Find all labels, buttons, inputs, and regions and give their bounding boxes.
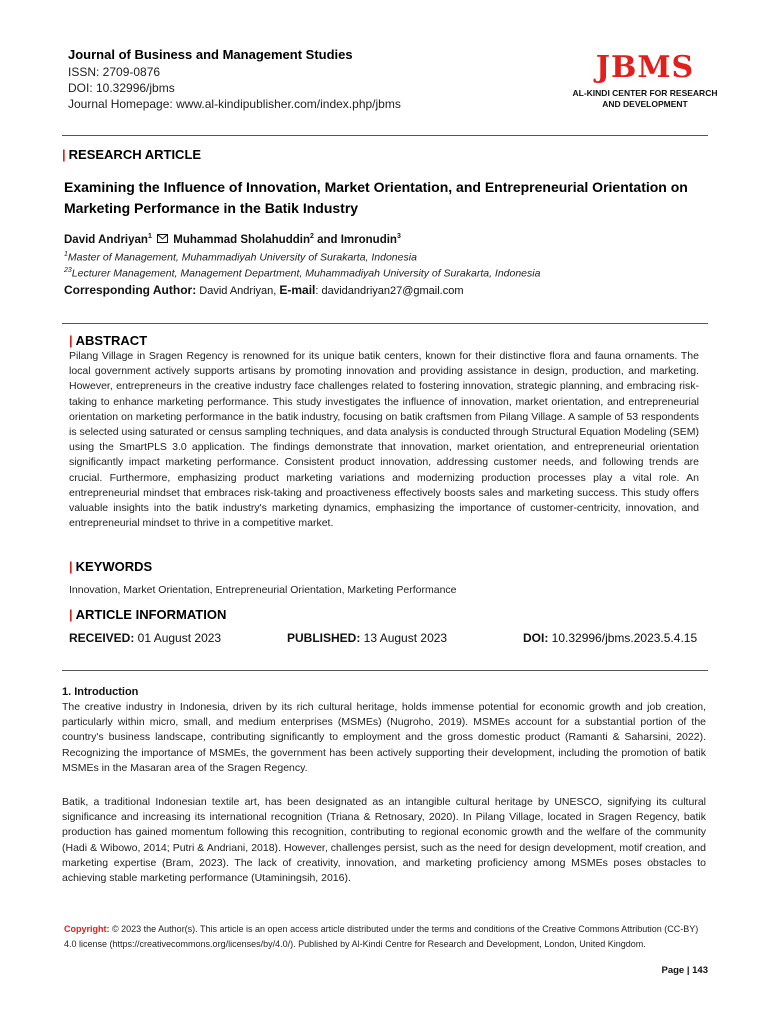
email-label: E-mail <box>279 283 316 297</box>
copyright-label: Copyright: <box>64 924 110 934</box>
affiliation-superscript: 1 <box>64 251 68 258</box>
journal-homepage-link[interactable]: Journal Homepage: www.al-kindipublisher.com/index.php/jbms <box>68 97 401 111</box>
email-link[interactable]: : davidandriyan27@gmail.com <box>315 285 464 297</box>
corresponding-label: Corresponding Author: <box>64 283 197 297</box>
authors-line <box>64 233 401 246</box>
affiliation-2 <box>64 267 540 280</box>
affiliation-text: Master of Management, Muhammadiyah University of Surakarta, Indonesia <box>67 251 417 264</box>
corresponding-author <box>64 283 464 297</box>
abstract-heading-label: ABSTRACT <box>75 333 148 348</box>
author-name: Imronudin <box>340 233 397 246</box>
published-label: PUBLISHED: <box>287 631 361 645</box>
author-name: David Andriyan <box>64 233 148 246</box>
author-superscript: 2 <box>309 233 314 240</box>
affiliation-1 <box>64 251 417 264</box>
keywords-heading <box>69 559 152 574</box>
author-superscript: 1 <box>147 233 152 240</box>
article-type-label: RESEARCH ARTICLE <box>68 147 202 162</box>
logo-text: JBMS <box>595 50 695 85</box>
keywords-heading-label: KEYWORDS <box>75 559 153 574</box>
author-conjunction: and <box>313 233 341 246</box>
envelope-icon[interactable] <box>157 234 168 246</box>
doi-label: DOI: <box>523 631 549 645</box>
article-title: Examining the Influence of Innovation, Market Orientation, and Entrepreneurial Orientation on Marketing Performance in the Batik Industry <box>64 179 688 216</box>
abstract-text: Pilang Village in Sragen Regency is renowned for its unique batik centers, known for their distinctive flora and fauna ornaments. The local government actively supports artisans by promoting innovation and providing assistance in design, production, and marketing. However, entrepreneurs in the creative industry face challenges related to fostering innovation, strategic planning, and embracing risk-taking to enhance marketing performance. This study investigates the influence of innovation, market orientation, and entrepreneurial orientation on marketing performance in the batik industry, focusing on batik craftsmen from Pilang Village. A sample of 53 respondents is selected using saturated or census sampling techniques, and data analysis is conducted through Structural Equation Modeling (SEM) using the SmartPLS 3.0 application. The findings demonstrate that innovation, market orientation, and entrepreneurial orientation significantly impact marketing performance. Consistent product innovation, addressing customer needs, and following trends are crucial. Furthermore, emphasizing product marketing variations and modernizing production processes play a vital role. An entrepreneurial mindset that embraces risk-taking and proactiveness effectively boosts sales and marketing success. This study offers valuable insights into the batik industry's marketing dynamics, emphasizing the importance of customer-centricity, innovation, and entrepreneurial mindset to thrive in a competitive market. <box>69 350 699 530</box>
received-label: RECEIVED: <box>69 631 135 645</box>
section-bar-icon: | <box>69 559 73 574</box>
header-divider <box>62 135 708 136</box>
article-type <box>62 147 201 162</box>
logo-subtitle-line-1: AL-KINDI CENTER FOR RESEARCH <box>572 88 718 98</box>
doi-link[interactable]: 10.32996/jbms.2023.5.4.15 <box>548 631 698 645</box>
affiliation-text: Lecturer Management, Management Department, Muhammadiyah University of Surakarta, Indonesia <box>71 267 541 280</box>
section-divider <box>62 323 708 324</box>
section-bar-icon: | <box>62 147 66 162</box>
abstract-heading <box>69 333 147 348</box>
copyright-text: © 2023 the Author(s). This article is an open access article distributed under the terms and conditions of the Creative Commons Attribution (CC-BY) 4.0 license (https://creativecommons.org/licenses/by/4.0/). Published by Al-Kindi Centre for Research and Development, London, United Kingdom. <box>64 924 699 949</box>
received-date <box>69 631 221 645</box>
published-value: 13 August 2023 <box>360 631 448 645</box>
journal-issn: ISSN: 2709-0876 <box>68 65 161 79</box>
copyright-notice <box>64 922 704 952</box>
affiliation-superscript: 23 <box>64 267 72 274</box>
logo-subtitle-line-2: AND DEVELOPMENT <box>602 99 688 109</box>
article-doi <box>523 631 697 645</box>
page-number: Page | 143 <box>661 965 708 976</box>
section-bar-icon: | <box>69 333 73 348</box>
article-info-heading <box>69 607 226 622</box>
received-value: 01 August 2023 <box>134 631 222 645</box>
journal-name: Journal of Business and Management Studies <box>68 47 353 62</box>
article-info-heading-label: ARTICLE INFORMATION <box>75 607 227 622</box>
keywords-text: Innovation, Market Orientation, Entrepreneurial Orientation, Marketing Performance <box>69 584 457 596</box>
introduction-paragraph-2: Batik, a traditional Indonesian textile art, has been designated as an intangible cultural heritage by UNESCO, signifying its cultural significance and increasing its international recognition (Triana & Retnosary, 2020). In Pilang Village, located in Sragen Regency, batik production has gained momentum following this recognition, contributing to regional economic growth and the welfare of the community (Hadi & Wibowo, 2014; Putri & Andriani, 2018). However, challenges persist, such as the need for design development, motif creation, and marketing expertise (Bram, 2023). The lack of creativity, innovation, and marketing proficiency among MSMEs poses obstacles to achieving stable marketing performance (Utaminingsih, 2016). <box>62 796 706 885</box>
introduction-paragraph-1: The creative industry in Indonesia, driven by its rich cultural heritage, holds immense potential for economic growth and job creation, particularly within micro, small, and medium enterprises (MSMEs) (Nugroho, 2019). MSMEs account for a substantial portion of the country's business landscape, contributing significantly to employment and the gross domestic product (Ramanti & Saharsini, 2022). Recognizing the importance of MSMEs, the government has been actively supporting their development, including the promotion of batik MSMEs in the Masaran area of the Sragen Regency. <box>62 701 706 774</box>
author-superscript: 3 <box>396 233 401 240</box>
journal-logo <box>570 52 720 110</box>
journal-info <box>68 46 508 112</box>
section-divider <box>62 670 708 671</box>
published-date <box>287 631 447 645</box>
section-bar-icon: | <box>69 607 73 622</box>
journal-doi: DOI: 10.32996/jbms <box>68 81 175 95</box>
author-name: Muhammad Sholahuddin <box>173 233 310 246</box>
corresponding-name: David Andriyan, <box>196 285 280 297</box>
introduction-heading: 1. Introduction <box>62 686 139 698</box>
